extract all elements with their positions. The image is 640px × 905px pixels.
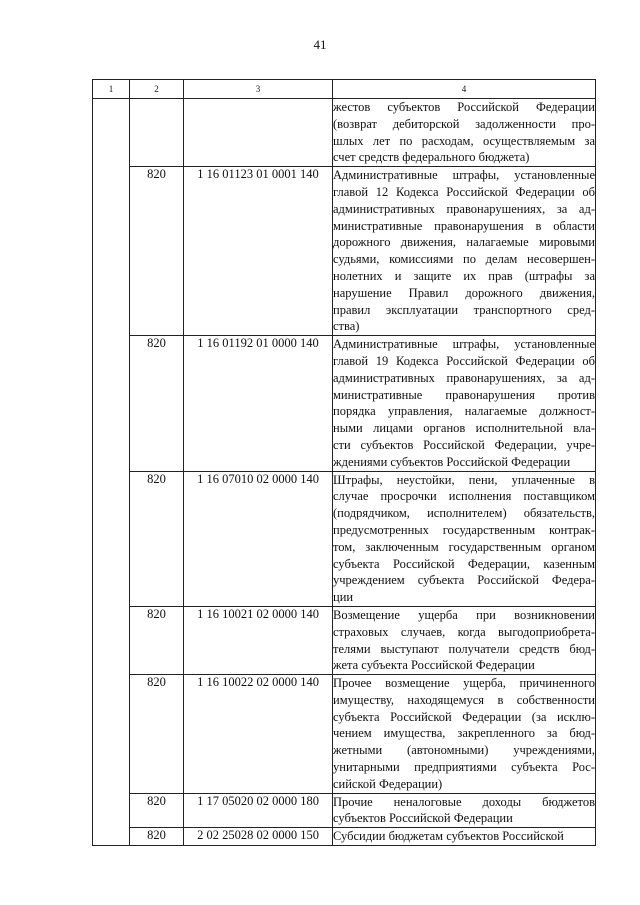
description-line: предусмотренных государственным контрак- xyxy=(333,522,595,537)
revenue-description-cell xyxy=(333,99,596,167)
column-header-4: 4 xyxy=(333,80,596,99)
description-line: шлых лет по расходам, осуществляемым за xyxy=(333,133,595,148)
column-header-1: 1 xyxy=(93,80,130,99)
description-line: Административные штрафы, установленные xyxy=(333,337,595,352)
page-number: 41 xyxy=(313,37,327,52)
table-row xyxy=(93,99,596,167)
description-line: правил эксплуатации транспортного сред- xyxy=(333,302,595,317)
revenue-description-cell xyxy=(333,167,596,336)
admin-code-cell: 820 xyxy=(130,606,184,674)
description-line: имуществу, находящемуся в собственности xyxy=(333,692,595,707)
table-row xyxy=(93,793,596,828)
description-line: дорожного движения, налагаемые мировыми xyxy=(333,235,595,250)
admin-code-cell xyxy=(130,99,184,167)
table-row xyxy=(93,336,596,471)
table-row xyxy=(93,675,596,794)
revenue-description-cell xyxy=(333,828,596,846)
description-line: субъекта Российской Федерации, казенным xyxy=(333,556,595,571)
description-line: министративные правонарушения в области xyxy=(333,218,595,233)
description-line: (возврат дебиторской задолженности про- xyxy=(333,116,595,131)
description-line: унитарными предприятиями субъекта Рос- xyxy=(333,760,595,775)
description-line: учреждением субъекта Российской Федера- xyxy=(333,573,595,588)
description-line: жета субъекта Российской Федерации xyxy=(333,658,535,673)
description-line: ными лицами органов исполнительной вла- xyxy=(333,421,595,436)
description-line: субъектов Российской Федерации xyxy=(333,811,513,826)
description-line: Субсидии бюджетам субъектов Российской xyxy=(333,829,564,844)
budget-classification-code-cell: 1 16 10022 02 0000 140 xyxy=(184,675,333,794)
description-line: страховых случаев, когда выгодоприобрета- xyxy=(333,624,595,639)
admin-code-cell: 820 xyxy=(130,828,184,846)
description-line: нарушение Правил дорожного движения, xyxy=(333,285,595,300)
budget-classification-code-cell: 1 16 01192 01 0000 140 xyxy=(184,336,333,471)
description-line: чением имущества, закрепленного за бюд- xyxy=(333,726,595,741)
description-line: (подрядчиком, исполнителем) обязательств, xyxy=(333,506,595,521)
table-row xyxy=(93,167,596,336)
admin-code-cell: 820 xyxy=(130,167,184,336)
budget-classification-code-cell: 1 16 01123 01 0001 140 xyxy=(184,167,333,336)
description-line: ждениями субъектов Российской Федерации xyxy=(333,454,571,469)
column-header-3: 3 xyxy=(184,80,333,99)
description-line: министративные правонарушения против xyxy=(333,387,595,402)
budget-classification-code-cell: 1 16 07010 02 0000 140 xyxy=(184,471,333,606)
table-header-row xyxy=(93,80,596,99)
budget-classification-code-cell: 1 17 05020 02 0000 180 xyxy=(184,793,333,828)
admin-code-cell: 820 xyxy=(130,675,184,794)
revenue-description-cell xyxy=(333,606,596,674)
description-line: жетными (автономными) учреждениями, xyxy=(333,743,595,758)
description-line: главой 12 Кодекса Российской Федерации об xyxy=(333,184,595,199)
description-line: телями выступают получатели средств бюд- xyxy=(333,641,595,656)
revenue-description-cell xyxy=(333,793,596,828)
description-line: главой 19 Кодекса Российской Федерации об xyxy=(333,353,595,368)
row-number-cell xyxy=(93,99,130,846)
description-line: ства) xyxy=(333,319,360,334)
admin-code-cell: 820 xyxy=(130,336,184,471)
description-line: ции xyxy=(333,590,354,605)
revenue-description-cell xyxy=(333,675,596,794)
table-row xyxy=(93,828,596,846)
description-line: том, заключенным государственным органом xyxy=(333,539,595,554)
admin-code-cell: 820 xyxy=(130,793,184,828)
description-line: субъекта Российской Федерации (за исклю- xyxy=(333,709,595,724)
column-header-2: 2 xyxy=(130,80,184,99)
description-line: Административные штрафы, установленные xyxy=(333,168,595,183)
description-line: Прочие неналоговые доходы бюджетов xyxy=(333,794,595,809)
budget-classification-code-cell: 2 02 25028 02 0000 150 xyxy=(184,828,333,846)
description-line: административных правонарушениях, за ад- xyxy=(333,370,595,385)
description-line: административных правонарушениях, за ад- xyxy=(333,201,595,216)
description-line: сти субъектов Российской Федерации, учре- xyxy=(333,437,595,452)
description-line: Штрафы, неустойки, пени, уплаченные в xyxy=(333,472,595,487)
budget-classification-code-cell: 1 16 10021 02 0000 140 xyxy=(184,606,333,674)
description-line: Прочее возмещение ущерба, причиненного xyxy=(333,676,595,691)
description-line: жестов субъектов Российской Федерации xyxy=(333,100,595,114)
revenue-description-cell xyxy=(333,336,596,471)
budget-classification-code-cell xyxy=(184,99,333,167)
description-line: случае просрочки исполнения поставщиком xyxy=(333,489,595,504)
admin-code-cell: 820 xyxy=(130,471,184,606)
description-line: счет средств федерального бюджета) xyxy=(333,150,530,165)
description-line: судьями, комиссиями по делам несовершен- xyxy=(333,252,595,267)
budget-codes-table xyxy=(92,79,596,846)
revenue-description-cell xyxy=(333,471,596,606)
description-line: Возмещение ущерба при возникновении xyxy=(333,607,595,622)
table-row xyxy=(93,471,596,606)
description-line: сийской Федерации) xyxy=(333,776,443,791)
description-line: нолетних и защите их прав (штрафы за xyxy=(333,268,595,283)
description-line: порядка управления, налагаемые должност- xyxy=(333,404,595,419)
table-body xyxy=(93,99,596,846)
table-row xyxy=(93,606,596,674)
